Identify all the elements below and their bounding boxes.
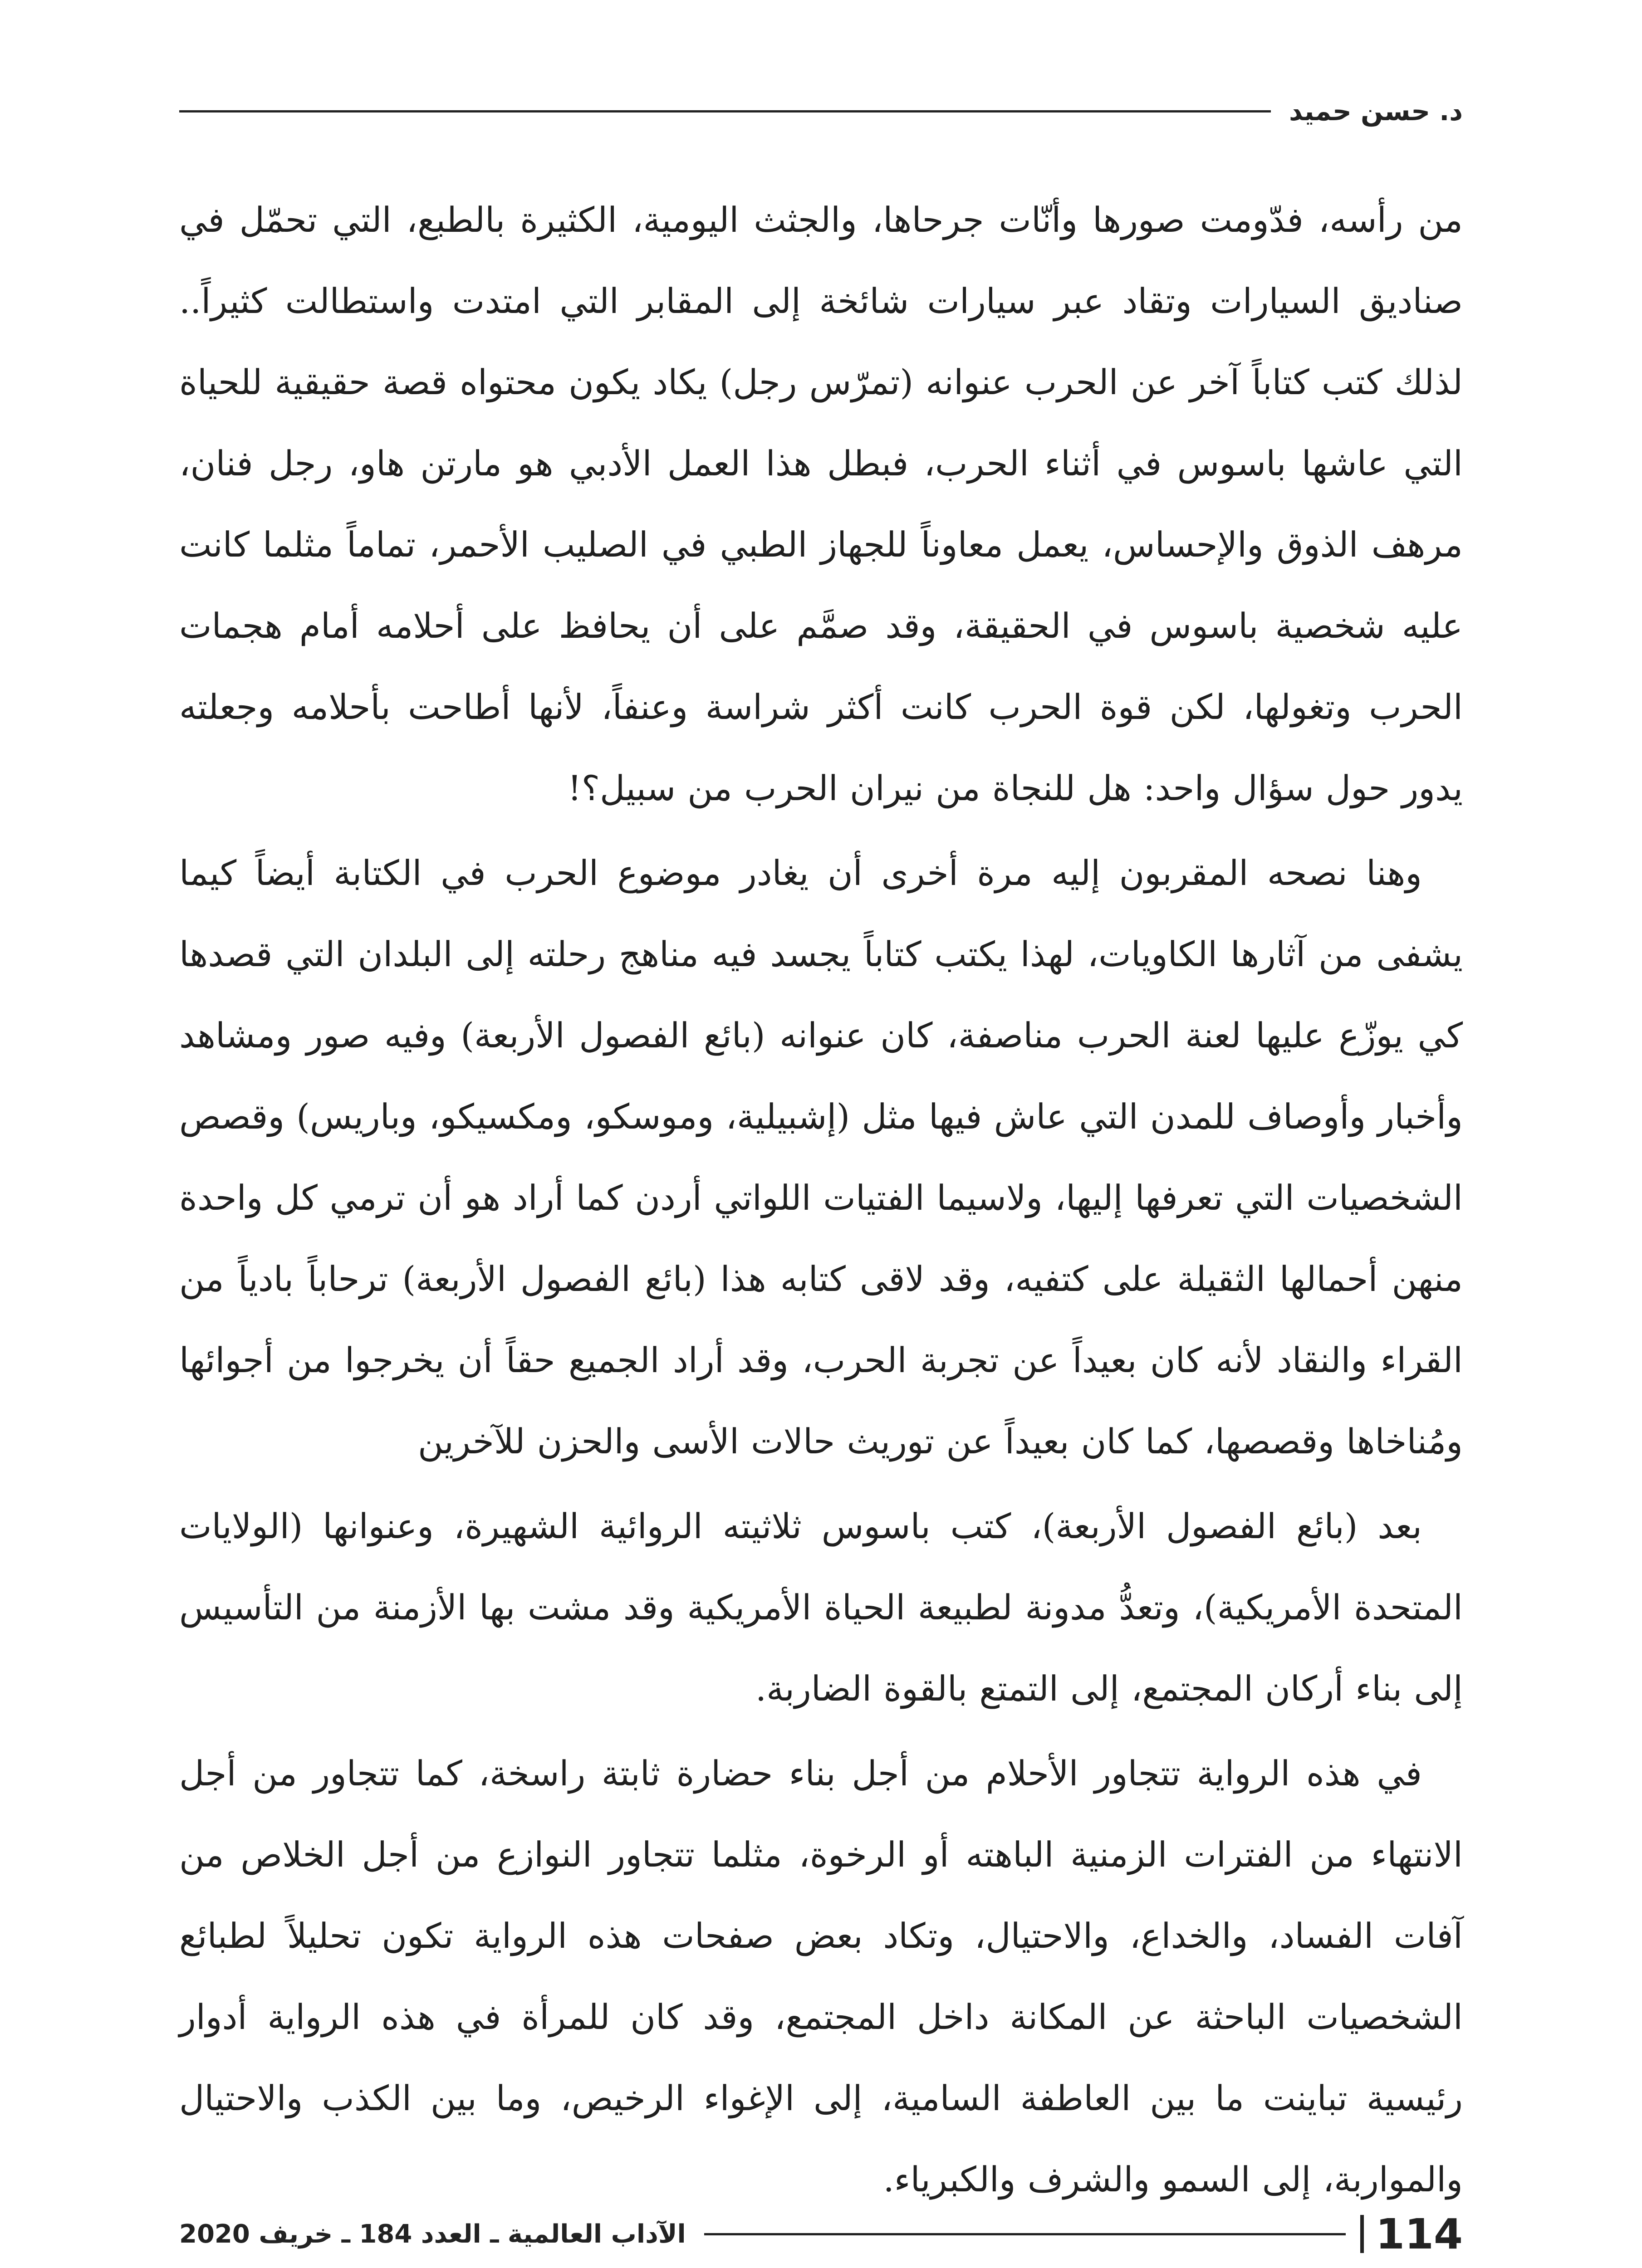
page-number-divider — [1360, 2215, 1364, 2253]
paragraph-3: بعد (بائع الفصول الأربعة)، كتب باسوس ثلاثيته الروائية الشهيرة، وعنوانها (الولايات المتحدة الأمريكية)، وتعدُّ مدونة لطبيعة الحياة الأمريكية وقد مشت بها الأزمنة من التأسيس إلى بناء أركان المجتمع، إلى التمتع بالقوة الضاربة. — [179, 1506, 1463, 1709]
page-footer — [179, 2209, 1463, 2259]
header-rule — [179, 110, 1271, 112]
paragraph-4: في هذه الرواية تتجاور الأحلام من أجل بناء حضارة ثابتة راسخة، كما تتجاور من أجل الانتهاء من الفترات الزمنية الباهته أو الرخوة، مثلما تتجاور النوازع من أجل الخلاص من آفات الفساد، والخداع، والاحتيال، وتكاد بعض صفحات هذه الرواية تكون تحليلاً لطبائع الشخصيات الباحثة عن المكانة داخل المجتمع، وقد كان للمرأة في هذه الرواية أدوار رئيسية تباينت ما بين العاطفة السامية، إلى الإغواء الرخيص، وما بين الكذب والاحتيال والمواربة، إلى السمو والشرف والكبرياء. — [179, 1753, 1463, 2200]
paragraph-1: من رأسه، فدّومت صورها وأنّات جرحاها، والجثث اليومية، الكثيرة بالطبع، التي تحمّل في صناديق السيارات وتقاد عبر سيارات شائخة إلى المقابر التي امتدت واستطالت كثيراً.. لذلك كتب كتاباً آخر عن الحرب عنوانه (تمرّس رجل) يكاد يكون محتواه قصة حقيقية للحياة التي عاشها باسوس في أثناء الحرب، فبطل هذا العمل الأدبي هو مارتن هاو، رجل فنان، مرهف الذوق والإحساس، يعمل معاوناً للجهاز الطبي في الصليب الأحمر، تماماً مثلما كانت عليه شخصية باسوس في الحقيقة، وقد صمَّم على أن يحافظ على أحلامه أمام هجمات الحرب وتغولها، لكن قوة الحرب كانت أكثر شراسة وعنفاً، لأنها أطاحت بأحلامه وجعلته يدور حول سؤال واحد: هل للنجاة من نيران الحرب من سبيل؟! — [179, 200, 1463, 808]
footer-rule — [704, 2233, 1346, 2235]
paragraph-2: وهنا نصحه المقربون إليه مرة أخرى أن يغادر موضوع الحرب في الكتابة أيضاً كيما يشفى من آثارها الكاويات، لهذا يكتب كتاباً يجسد فيه مناهج رحلته إلى البلدان التي قصدها كي يوزّع عليها لعنة الحرب مناصفة، كان عنوانه (بائع الفصول الأربعة) وفيه صور ومشاهد وأخبار وأوصاف للمدن التي عاش فيها مثل (إشبيلية، وموسكو، ومكسيكو، وباريس) وقصص الشخصيات التي تعرفها إليها، ولاسيما الفتيات اللواتي أردن كما أراد هو أن ترمي كل واحدة منهن أحمالها الثقيلة على كتفيه، وقد لاقى كتابه هذا (بائع الفصول الأربعة) ترحاباً بادياً من القراء والنقاد لأنه كان بعيداً عن تجربة الحرب، وقد أراد الجميع حقاً أن يخرجوا من أجوائها ومُناخاها وقصصها، كما كان بعيداً عن توريث حالات الأسى والحزن للآخرين — [179, 853, 1463, 1461]
header-author: د. حسن حميد — [1289, 96, 1463, 127]
article-body — [179, 179, 1463, 2204]
page-number: 114 — [1375, 2209, 1463, 2258]
running-header — [179, 91, 1463, 132]
footer-journal-info: الآداب العالمية ـ العدد 184 ـ خريف 2020 — [179, 2219, 686, 2249]
